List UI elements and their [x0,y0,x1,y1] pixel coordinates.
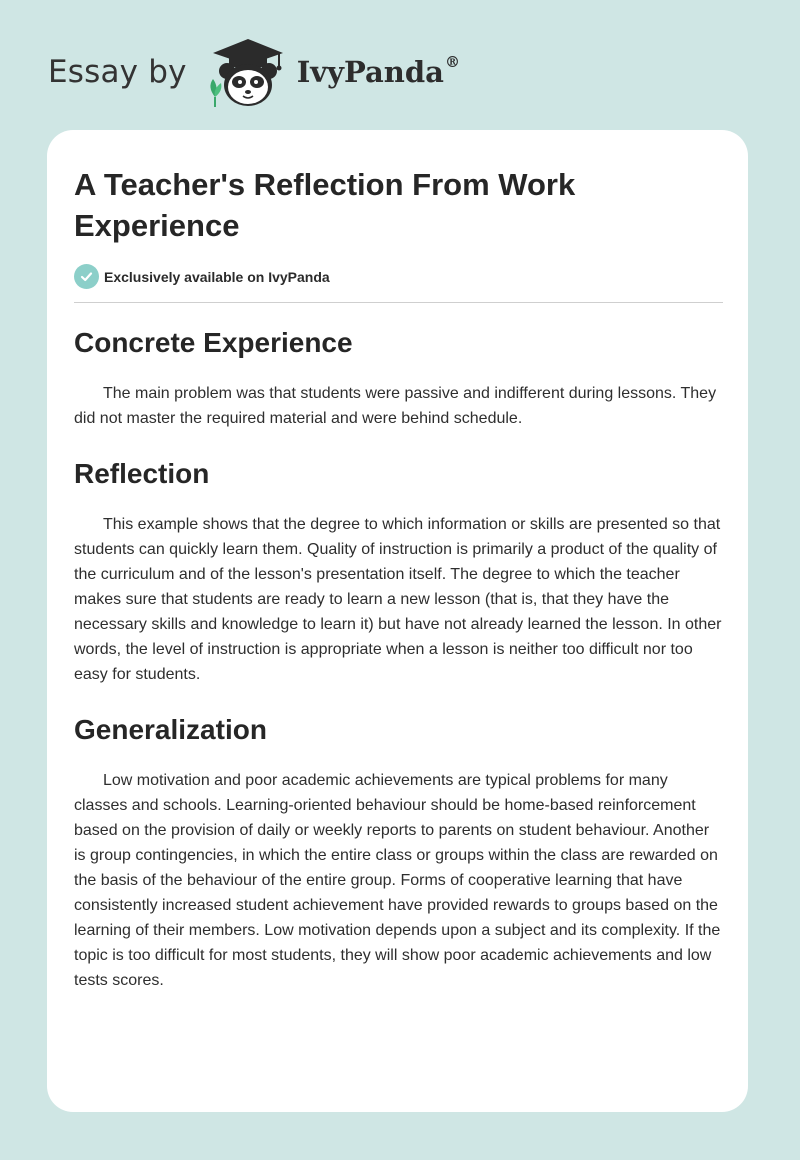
site-header [48,34,460,110]
section-paragraph-generalization: Low motivation and poor academic achievements are typical problems for many classes and schools. Learning-oriented behaviour should be home-based reinforcement based on the provision of daily or weekly reports to parents on student behaviour. Another is group contingencies, in which the entire class or groups within the class are rewarded on the basis of the behaviour of the entire group. Forms of cooperative learning that have consistently increased student achievement have provided rewards to groups based on the learning of their members. Low motivation depends upon a subject and its complexity. If the topic is too difficult for most students, they will show poor academic achievements and low tests scores. [74,772,721,989]
check-icon [74,264,99,289]
registered-mark: ® [444,53,460,71]
brand-name[interactable]: IvyPanda® [296,53,460,89]
panda-logo-icon[interactable] [205,35,291,109]
essay-title: A Teacher's Reflection From Work Experience [74,167,576,243]
exclusive-badge-text: Exclusively available on IvyPanda [104,268,330,285]
section-paragraph-concrete-experience: The main problem was that students were passive and indifferent during lessons. They did not master the required material and were behind schedule. [74,385,717,427]
exclusive-badge [74,264,723,289]
section-heading-reflection: Reflection [74,458,210,489]
section-heading-concrete-experience: Concrete Experience [74,327,353,358]
essay-card [47,130,748,1112]
essay-content [74,164,723,993]
section-heading-generalization: Generalization [74,714,267,745]
essay-by-label: Essay by [48,54,187,90]
section-paragraph-reflection: This example shows that the degree to which information or skills are presented so that students can quickly learn them. Quality of instruction is primarily a product of the quality of the curriculum and of the lesson's presentation itself. The degree to which the teacher makes sure that students are ready to learn a new lesson (that is, that they have the necessary skills and knowledge to learn it) but have not already learned the lesson. In other words, the level of instruction is appropriate when a lesson is neither too difficult nor too easy for students. [74,516,722,683]
title-divider [74,302,723,303]
